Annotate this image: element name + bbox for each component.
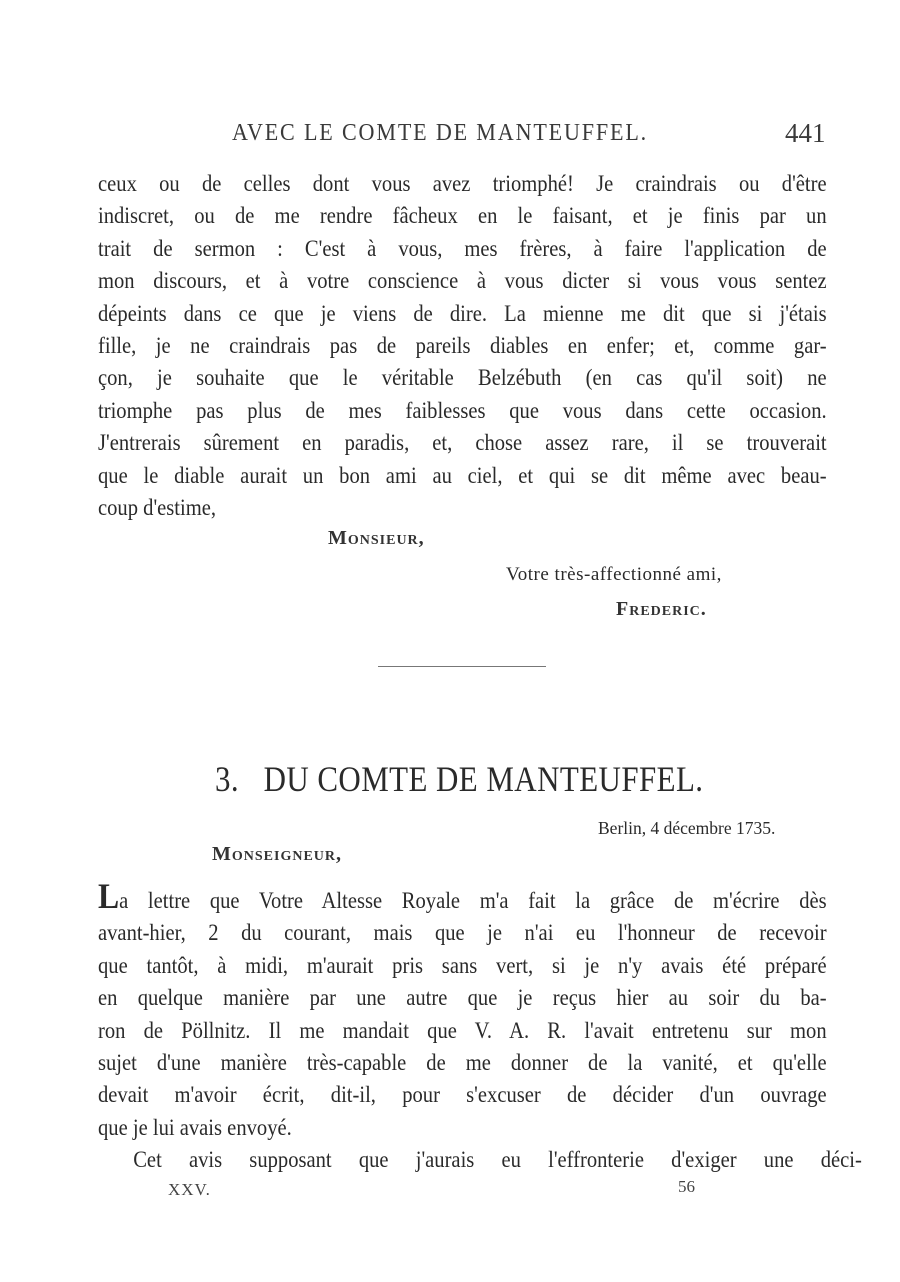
letter2-dateline: Berlin, 4 décembre 1735.: [598, 818, 776, 838]
text-line: trait de sermon : C'est à vous, mes frères, à faire l'application de: [98, 235, 827, 262]
text-line: [98, 878, 827, 917]
text-line: ceux ou de celles dont vous avez triomphé! Je craindrais ou d'être: [98, 171, 827, 197]
letter2-body: [98, 876, 862, 1177]
footer-volume: XXV.: [168, 1180, 211, 1199]
letter1-body: [98, 168, 827, 524]
text-line: dépeints dans ce que je viens de dire. La mienne me dit que si j'étais: [98, 300, 827, 327]
letter2-heading: [215, 758, 703, 800]
text-line: indiscret, ou de me rendre fâcheux en le faisant, et je finis par un: [98, 203, 827, 230]
section-divider: [378, 666, 546, 667]
footer-signature-mark: 56: [678, 1177, 695, 1196]
text-line: fille, je ne craindrais pas de pareils diables en enfer; et, comme gar-: [98, 333, 827, 360]
running-title: AVEC LE COMTE DE MANTEUFFEL.: [232, 120, 649, 146]
letter2-salutation: Monseigneur,: [212, 843, 343, 865]
letter1-signature: Frederic.: [616, 598, 707, 620]
text-line: que tantôt, à midi, m'aurait pris sans vert, si je n'y avais été préparé: [98, 952, 827, 979]
text-line: mon discours, et à votre conscience à vous dicter si vous vous sentez: [98, 268, 827, 295]
letter-number: 3.: [215, 759, 240, 799]
text-line: Cet avis supposant que j'aurais eu l'effronterie d'exiger une déci-: [133, 1147, 862, 1174]
page-number: 441: [785, 118, 826, 148]
text-line: triomphe pas plus de mes faiblesses que vous dans cette occasion.: [98, 397, 827, 424]
text-line: ron de Pöllnitz. Il me mandait que V. A. R. l'avait entretenu sur mon: [98, 1017, 827, 1044]
text-line: en quelque manière par une autre que je reçus hier au soir du ba-: [98, 985, 827, 1012]
text-line: çon, je souhaite que le véritable Belzébuth (en cas qu'il soit) ne: [98, 365, 827, 392]
letter-title: DU COMTE DE MANTEUFFEL.: [263, 759, 704, 799]
text-line: J'entrerais sûrement en paradis, et, chose assez rare, il se trouverait: [98, 430, 827, 457]
letter1-salutation: Monsieur,: [328, 527, 425, 549]
text-line: devait m'avoir écrit, dit-il, pour s'excuser de décider d'un ouvrage: [98, 1082, 827, 1109]
text-line: sujet d'une manière très-capable de me donner de la vanité, et qu'elle: [98, 1050, 827, 1077]
text-line: avant-hier, 2 du courant, mais que je n'ai eu l'honneur de recevoir: [98, 920, 827, 947]
text-line-content: a lettre que Votre Altesse Royale m'a fait la grâce de m'écrire dès: [119, 888, 827, 914]
drop-cap: L: [98, 876, 120, 916]
text-line: coup d'estime,: [98, 495, 217, 522]
text-line: que je lui avais envoyé.: [98, 1114, 292, 1141]
letter1-closing: Votre très-affectionné ami,: [506, 564, 722, 585]
text-line: que le diable aurait un bon ami au ciel, et qui se dit même avec beau-: [98, 462, 827, 489]
